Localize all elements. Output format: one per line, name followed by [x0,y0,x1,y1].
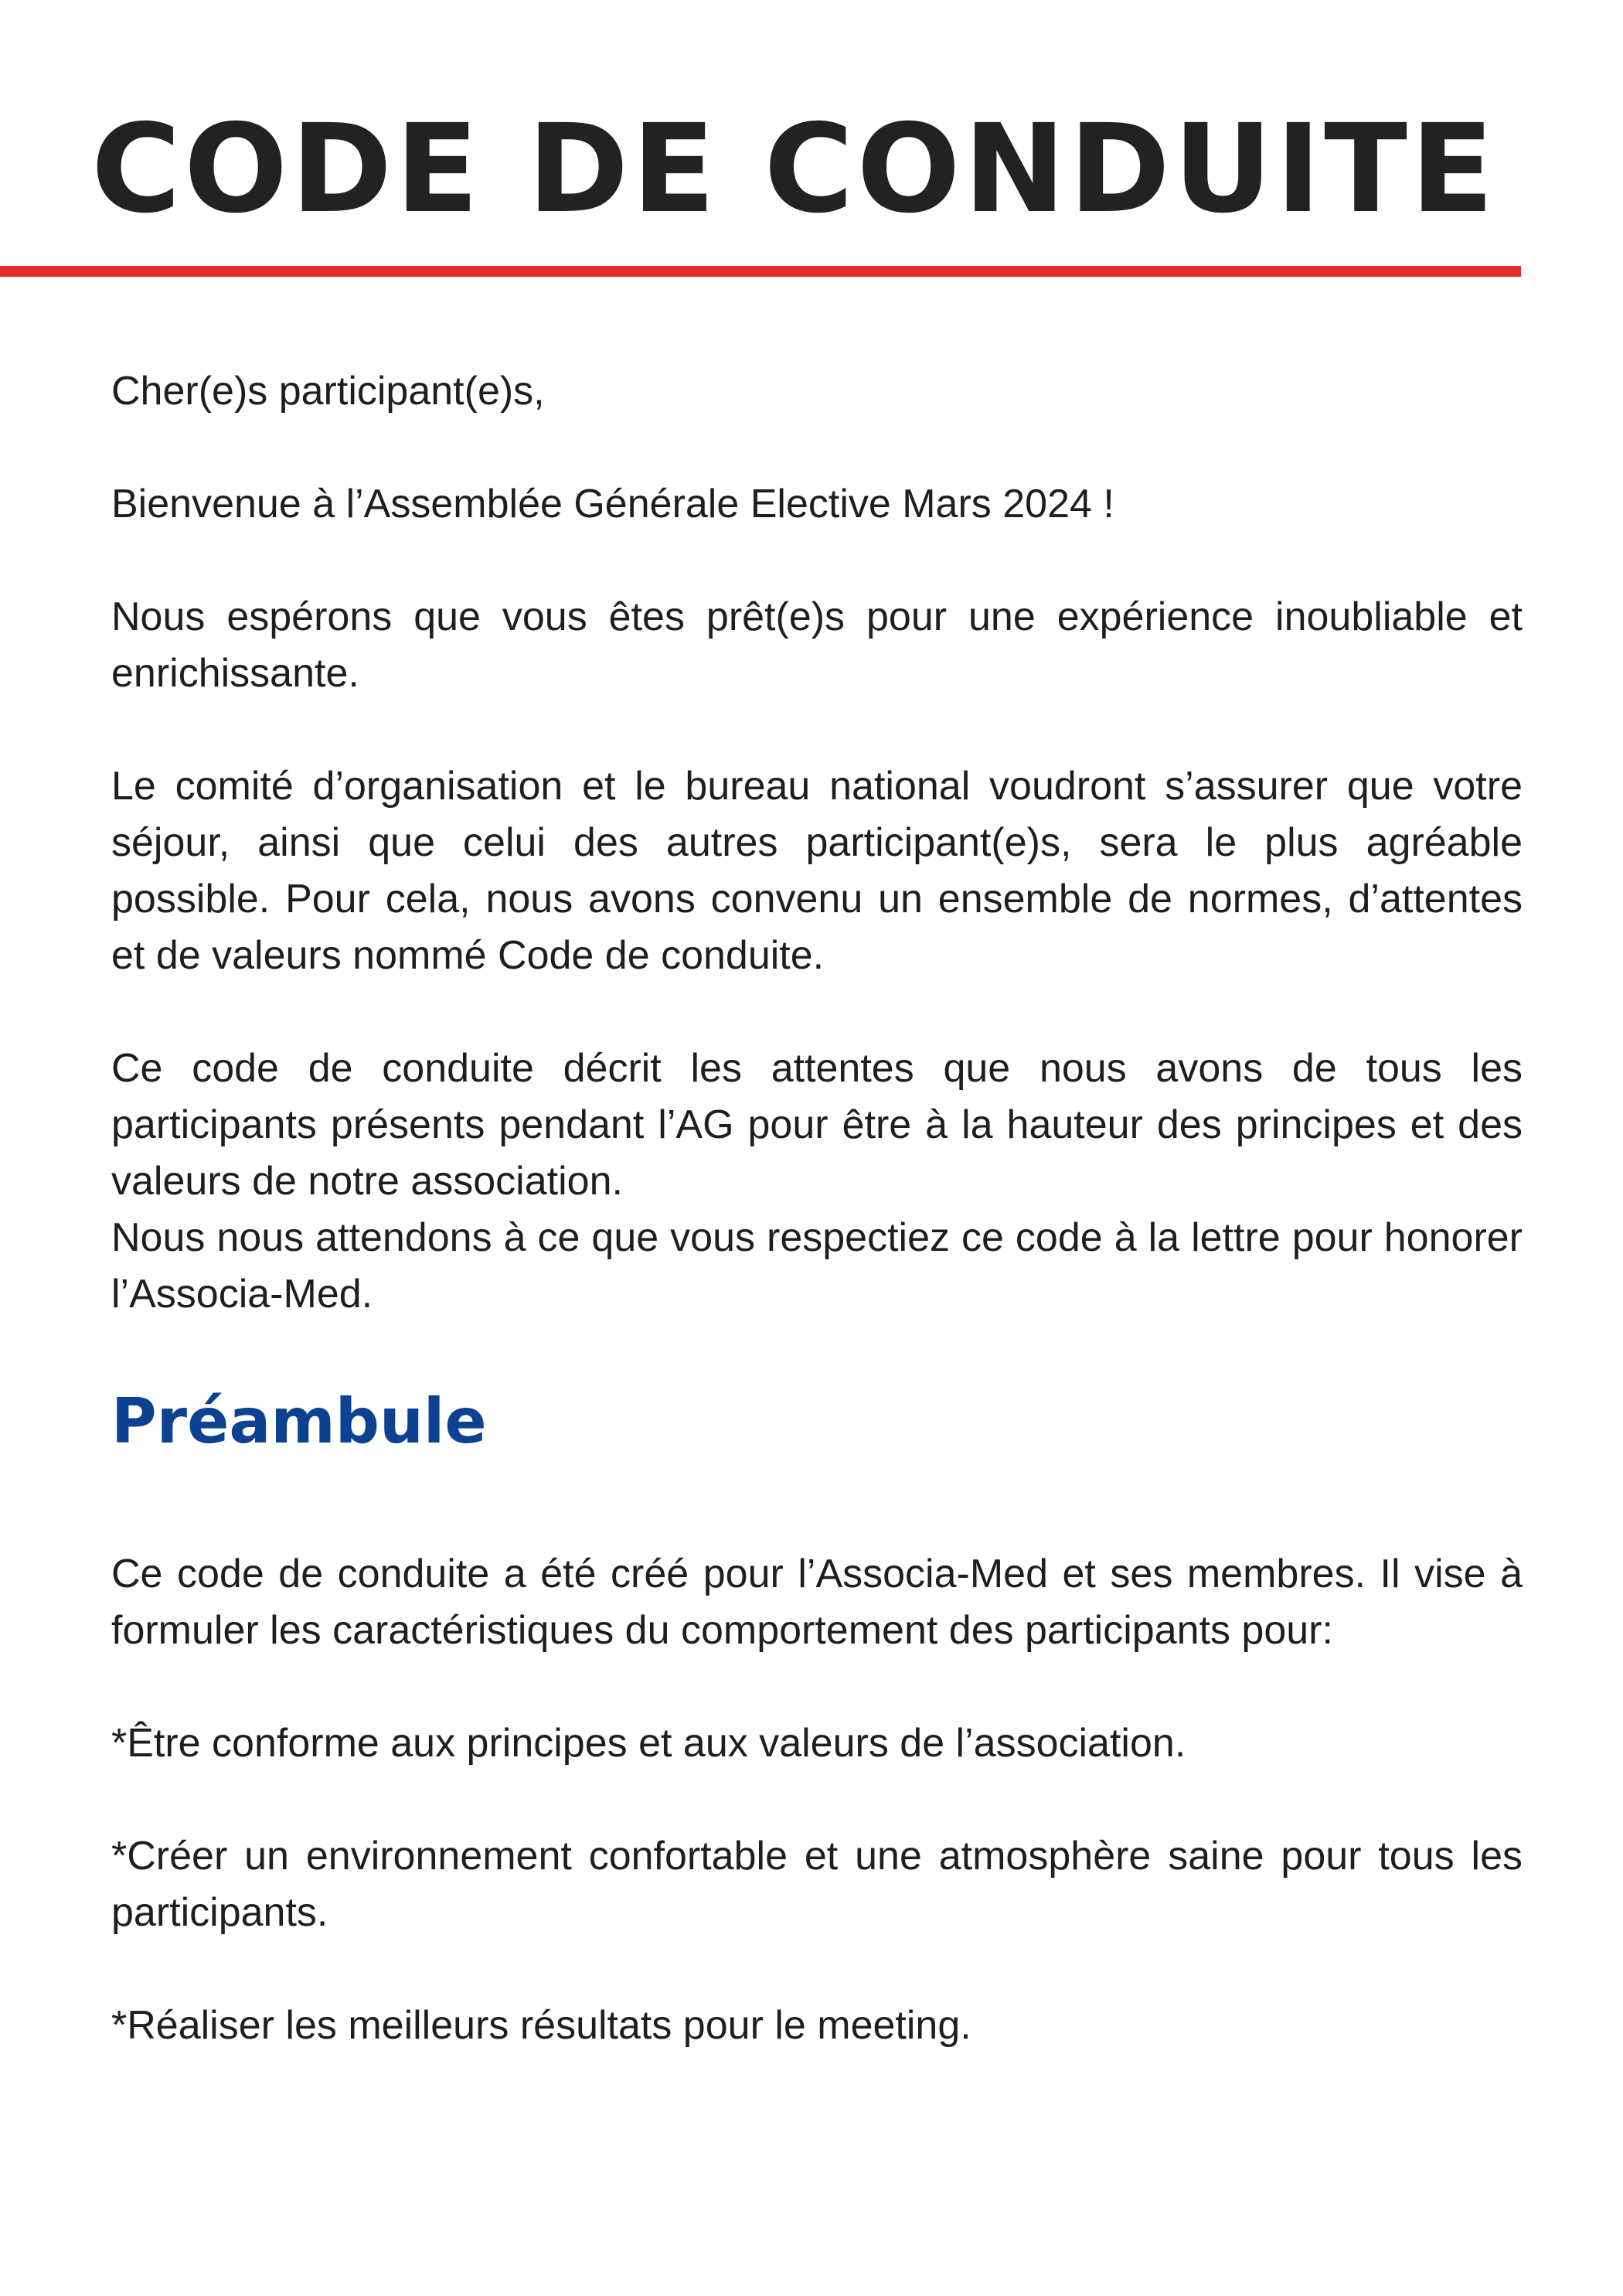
preamble-paragraph: Ce code de conduite a été créé pour l’Associa-Med et ses membres. Il vise à formuler les caractéristiques du comportement des participants pour: [111,1552,1523,1653]
page-title: CODE DE CONDUITE [91,98,1497,240]
intro-paragraph-3a: Ce code de conduite décrit les attentes que nous avons de tous les participants présents pendant l’AG pour être à la hauteur des principes et des valeurs de notre association. [111,1046,1523,1204]
section-heading-preambule: Préambule [111,1385,487,1457]
intro-paragraph-2: Le comité d’organisation et le bureau national voudront s’assurer que votre séjour, ainsi que celui des autres participant(e)s, sera le plus agréable possible. Pour cela, nous avons convenu un ensemble de normes, d’attentes et de valeurs nommé Code de conduite. [111,764,1523,978]
preamble-item-1: *Être conforme aux principes et aux valeurs de l’association. [111,1721,1186,1766]
intro-paragraph-1: Nous espérons que vous êtes prêt(e)s pour une expérience inoubliable et enrichissante. [111,594,1523,696]
title-underline [0,266,1521,277]
greeting: Cher(e)s participant(e)s, [111,369,545,414]
preamble-item-2: *Créer un environnement confortable et une atmosphère saine pour tous les participants. [111,1834,1523,1935]
intro-paragraph-3b: Nous nous attendons à ce que vous respectiez ce code à la lettre pour honorer l’Associa-Med. [111,1215,1523,1317]
document-body [111,363,1523,2110]
welcome-line: Bienvenue à l’Assemblée Générale Elective Mars 2024 ! [111,482,1114,526]
preamble-item-3: *Réaliser les meilleurs résultats pour le meeting. [111,2003,971,2048]
